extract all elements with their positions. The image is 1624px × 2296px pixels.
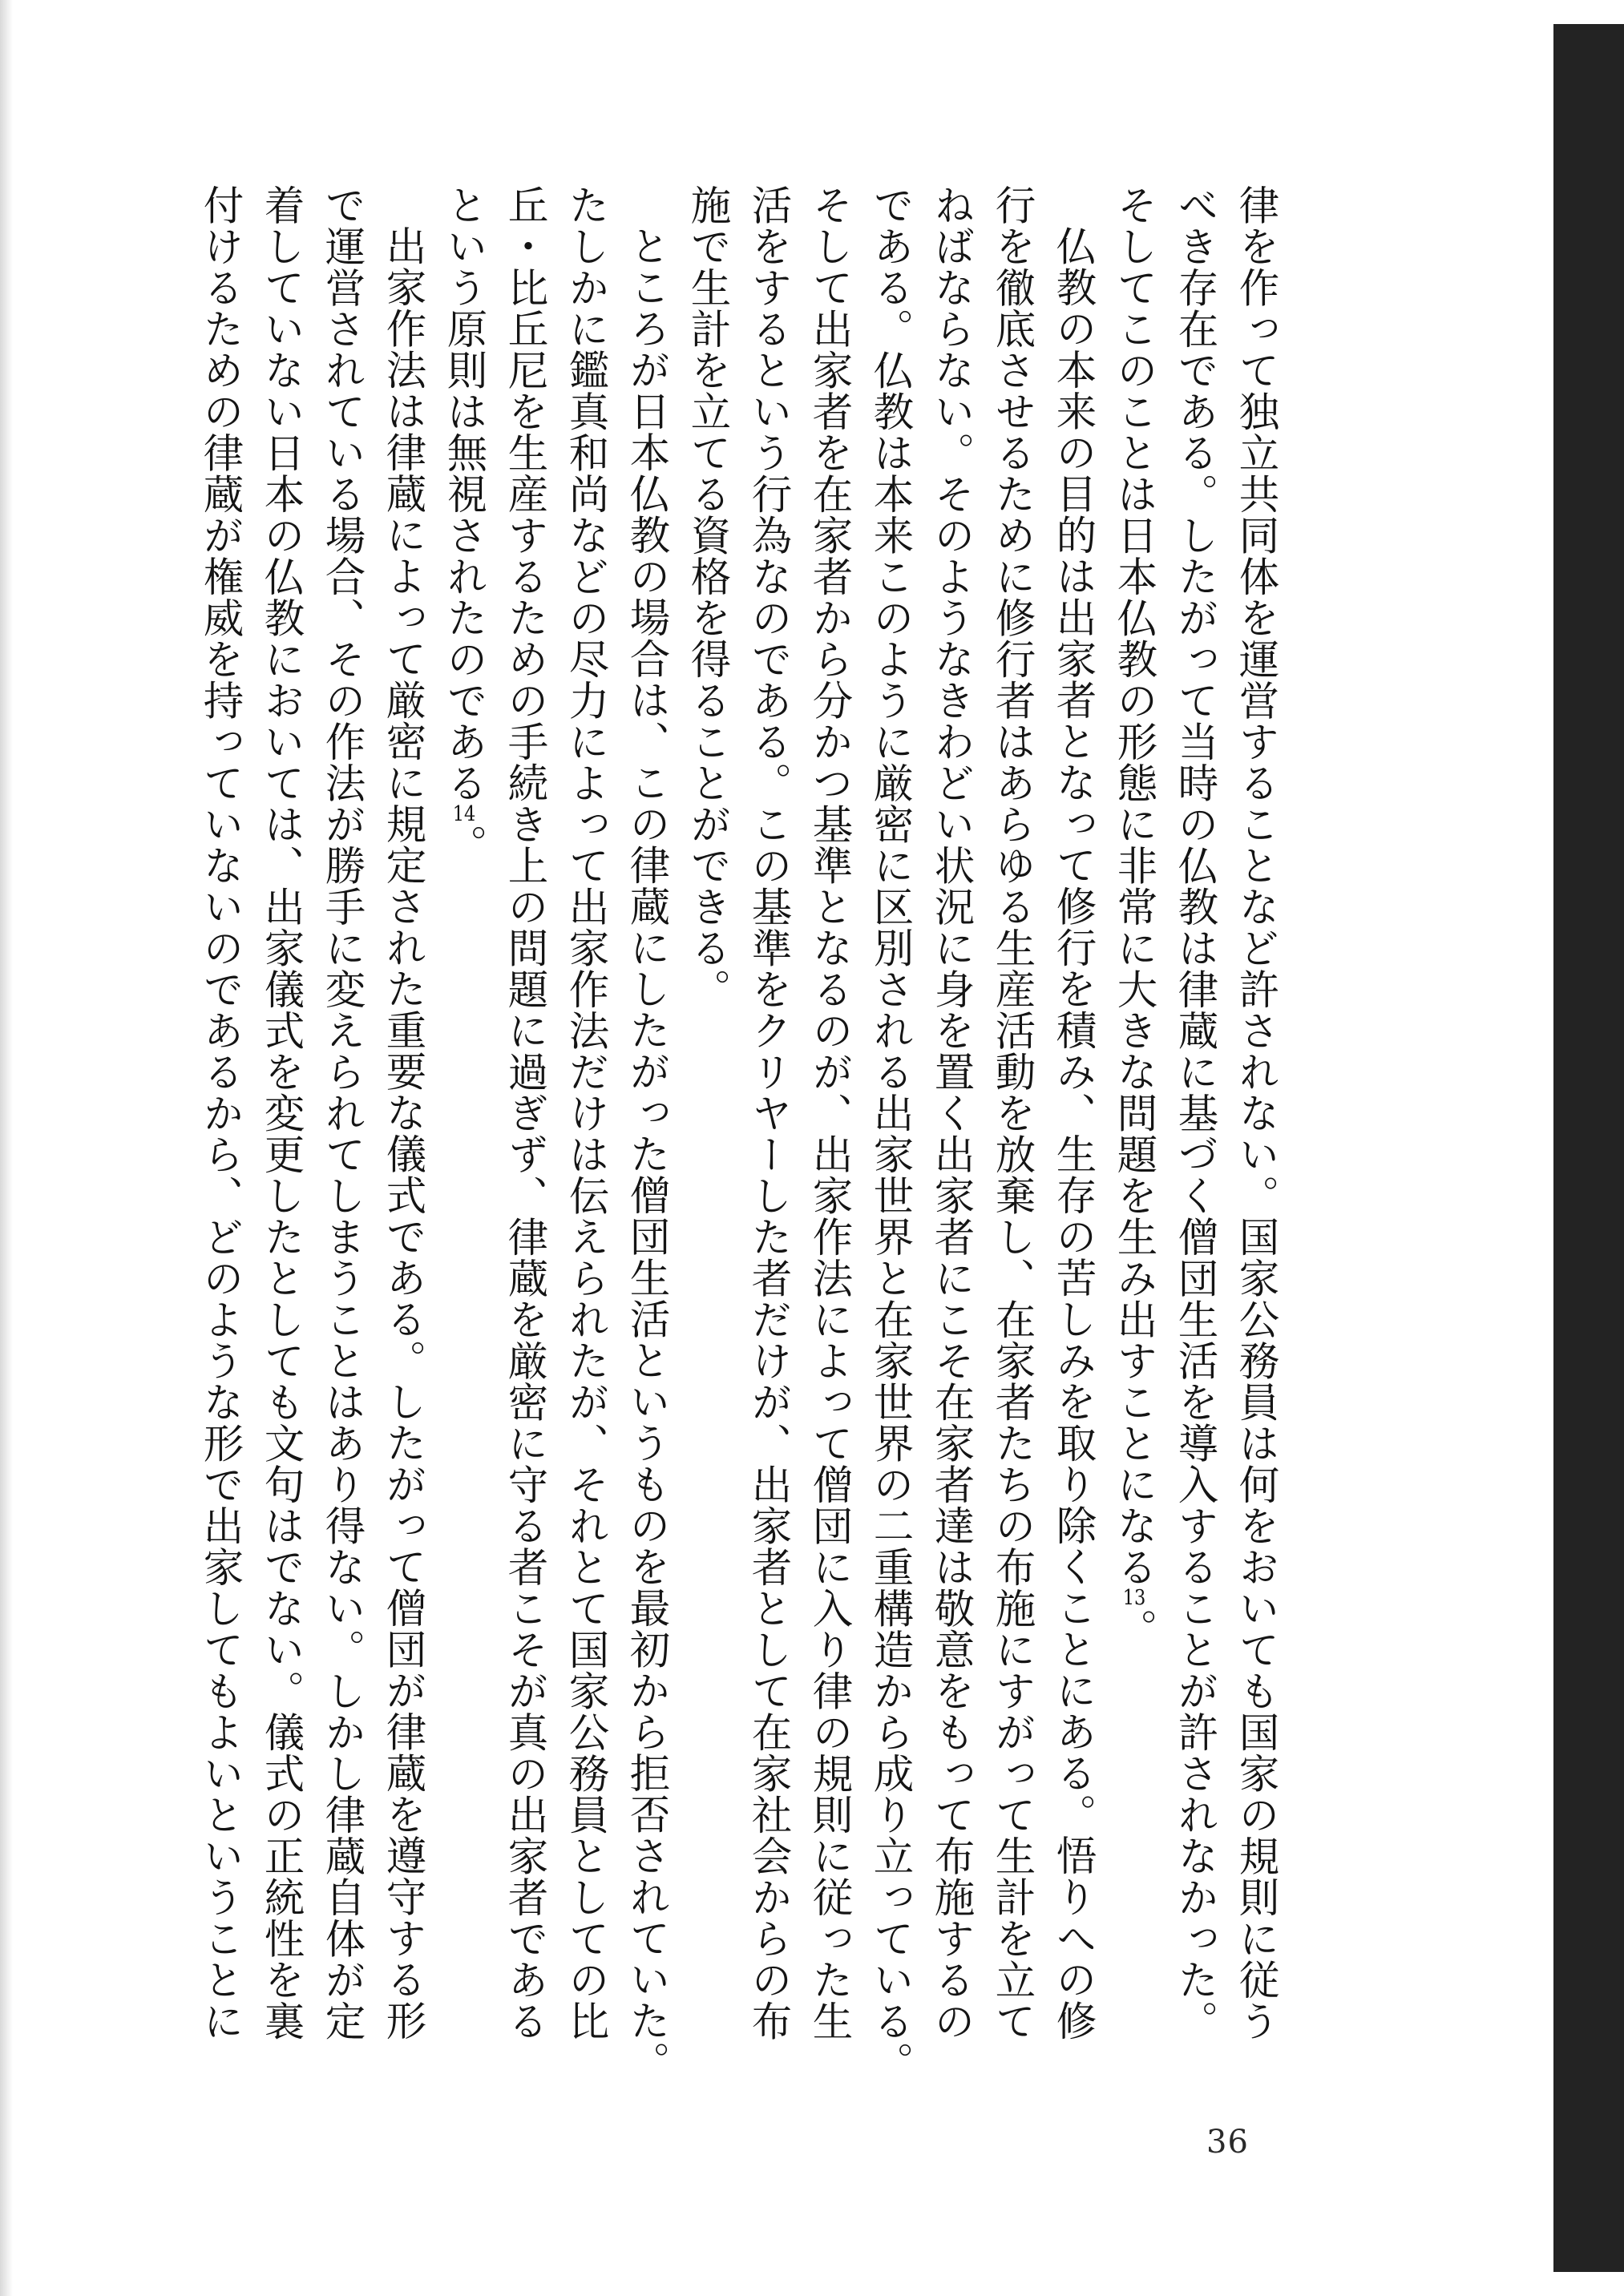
text-line-content: そしてこのことは日本仏教の形態に非常に大きな問題を生み出すことになる	[1111, 184, 1158, 1588]
text-line: べき存在である。したがって当時の仏教は律蔵に基づく僧団生活を導入することが許されなかった。	[1172, 184, 1219, 2042]
text-line-content: という原則は無視されたのである	[441, 184, 488, 804]
vertical-text-body	[44, 184, 1287, 2124]
page-edge-shadow	[1553, 24, 1624, 2272]
text-line: たしかに鑑真和尚などの尽力によって出家作法だけは伝えられたが、それとて国家公務員としての比	[563, 184, 610, 2042]
text-line: 丘・比丘尼を生産するための手続き上の問題に過ぎず、律蔵を厳密に守る者こそが真の出家者である	[502, 184, 549, 2042]
text-line: 出家作法は律蔵によって厳密に規定された重要な儀式である。したがって僧団が律蔵を遵守する形	[380, 225, 427, 2041]
line-period: 。	[441, 824, 488, 866]
text-line	[1104, 184, 1165, 2124]
text-line: で運営されている場合、その作法が勝手に変えられてしまうことはあり得ない。しかし律蔵自体が定	[319, 184, 366, 2042]
text-line: 施で生計を立てる資格を得ることができる。	[685, 184, 732, 1010]
line-period: 。	[1111, 1608, 1158, 1650]
text-line: である。仏教は本来このように厳密に区別される出家世界と在家世界の二重構造から成り立っている。	[867, 184, 915, 2083]
text-line	[434, 184, 495, 2124]
text-line: 活をするという行為なのである。この基準をクリヤーした者だけが、出家者として在家社会からの布	[745, 184, 793, 2042]
scan-edge	[0, 0, 13, 2296]
text-line: そして出家者を在家者から分かつ基準となるのが、出家作法によって僧団に入り律の規則に従った生	[806, 184, 854, 2042]
footnote-marker: 14	[452, 803, 476, 825]
page-number: 36	[1206, 2124, 1249, 2161]
text-line: ところが日本仏教の場合は、この律蔵にしたがった僧団生活というものを最初から拒否されていた。	[624, 225, 671, 2083]
footnote-marker: 13	[1122, 1588, 1146, 1608]
text-line: 行を徹底させるために修行者はあらゆる生産活動を放棄し、在家者たちの布施にすがって生計を立て	[989, 184, 1036, 2042]
text-line: ねばならない。そのようなきわどい状況に身を置く出家者にこそ在家者達は敬意をもって布施するの	[928, 184, 976, 2042]
text-line: 律を作って独立共同体を運営することなど許されない。国家公務員は何をおいても国家の規則に従う	[1233, 184, 1280, 2042]
text-line: 付けるための律蔵が権威を持っていないのであるから、どのような形で出家してもよいということに	[197, 184, 244, 2042]
text-line: 着していない日本の仏教においては、出家儀式を変更したとしても文句はでない。儀式の正統性を裏	[258, 184, 305, 2042]
text-line: 仏教の本来の目的は出家者となって修行を積み、生存の苦しみを取り除くことにある。悟りへの修	[1050, 225, 1097, 2041]
